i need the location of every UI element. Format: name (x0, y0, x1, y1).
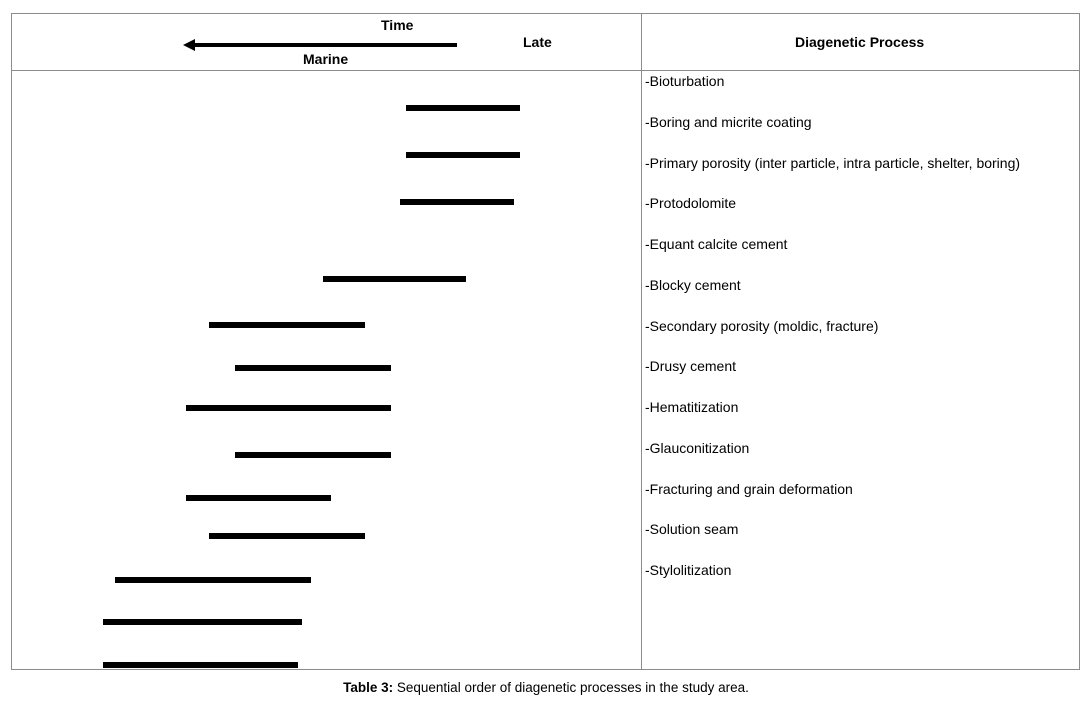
process-label-solution-seam: -Solution seam (645, 521, 739, 537)
process-label-bioturbation: -Bioturbation (645, 73, 725, 89)
header-divider (11, 70, 1080, 71)
process-label-hematitization: -Hematitization (645, 399, 739, 415)
process-label-equant-calcite: -Equant calcite cement (645, 236, 788, 252)
process-label-drusy-cement: -Drusy cement (645, 358, 737, 374)
time-arrow-shaft (192, 43, 457, 47)
arrow-left-icon (183, 39, 195, 51)
process-header: Diagenetic Process (795, 34, 925, 50)
caption-text: Sequential order of diagenetic processes in the study area. (393, 680, 749, 695)
process-label-protodolomite: -Protodolomite (645, 195, 737, 211)
timeline-bar (400, 199, 514, 205)
process-label-boring-micrite: -Boring and micrite coating (645, 114, 812, 130)
process-label-primary-porosity: -Primary porosity (inter particle, intra particle, shelter, boring) (645, 155, 1021, 171)
process-label-secondary-porosity: -Secondary porosity (moldic, fracture) (645, 318, 879, 334)
timeline-bar (103, 619, 302, 625)
table-caption (0, 680, 1092, 695)
timeline-bar (186, 405, 391, 411)
process-label-blocky-cement: -Blocky cement (645, 277, 741, 293)
timeline-bar (115, 577, 311, 583)
timeline-bar (406, 152, 520, 158)
timeline-bar (406, 105, 520, 111)
process-label-glauconitization: -Glauconitization (645, 440, 750, 456)
timeline-bar (186, 495, 331, 501)
time-label: Time (381, 17, 414, 33)
late-label: Late (523, 34, 552, 50)
timeline-bar (235, 365, 391, 371)
timeline-bar (235, 452, 391, 458)
timeline-bar (209, 322, 365, 328)
table-frame (11, 13, 1080, 670)
caption-label: Table 3: (343, 680, 394, 695)
process-label-fracturing: -Fracturing and grain deformation (645, 481, 853, 497)
timeline-bar (209, 533, 365, 539)
process-label-stylolitization: -Stylolitization (645, 562, 732, 578)
timeline-bar (323, 276, 466, 282)
marine-label: Marine (303, 51, 349, 67)
column-divider (641, 13, 642, 670)
timeline-bar (103, 662, 298, 668)
